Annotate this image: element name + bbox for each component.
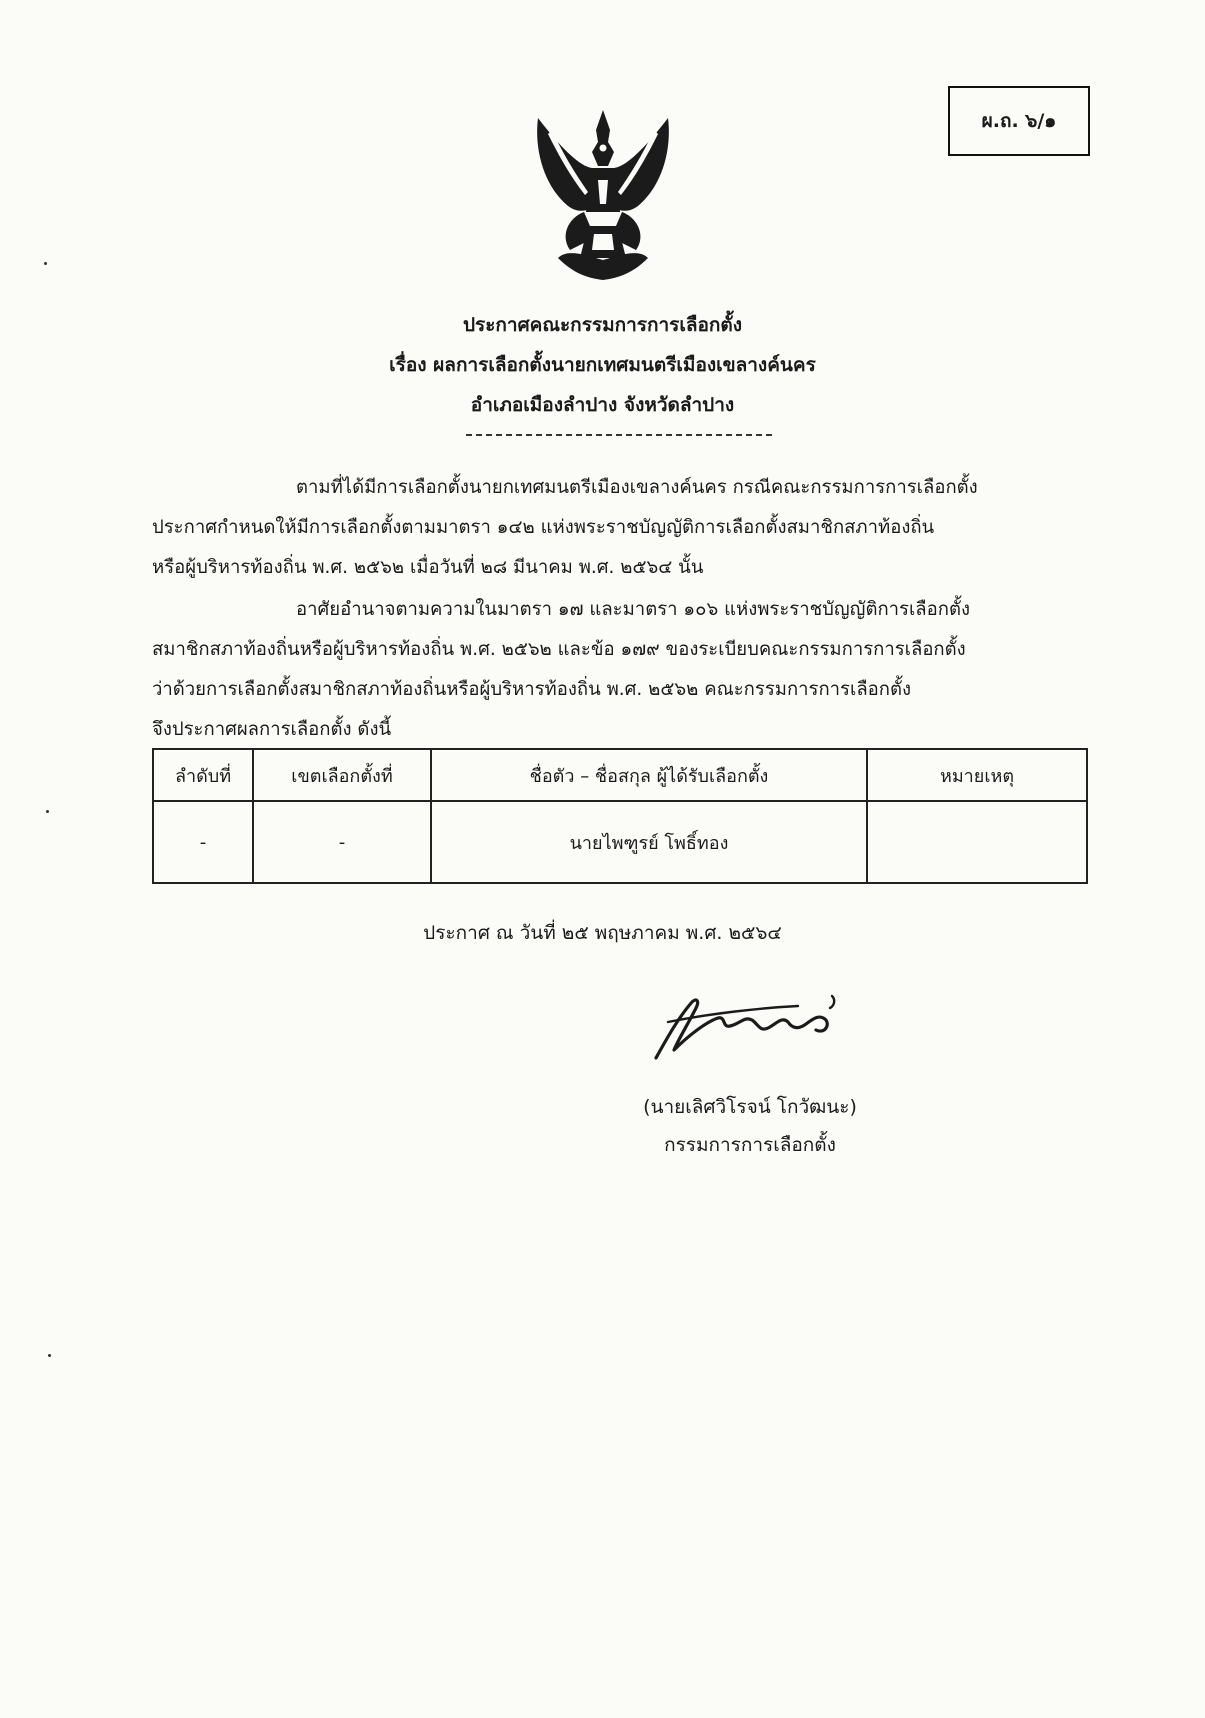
column-header: ชื่อตัว – ชื่อสกุล ผู้ได้รับเลือกตั้ง	[431, 749, 867, 801]
results-table	[152, 748, 1088, 884]
announcement-date: ประกาศ ณ วันที่ ๒๕ พฤษภาคม พ.ศ. ๒๕๖๔	[423, 922, 782, 944]
column-header: ลำดับที่	[153, 749, 253, 801]
cell-elected-name: นายไพฑูรย์ โพธิ์ทอง	[431, 801, 867, 883]
title-line2: เรื่อง ผลการเลือกตั้งนายกเทศมนตรีเมืองเขลางค์นคร	[389, 354, 816, 376]
signer-position: กรรมการการเลือกตั้ง	[664, 1134, 836, 1156]
paragraph2-line4: จึงประกาศผลการเลือกตั้ง ดังนี้	[152, 719, 392, 740]
scan-speck	[44, 262, 47, 265]
title-line3: อำเภอเมืองลำปาง จังหวัดลำปาง	[470, 394, 735, 416]
paragraph1-line3: หรือผู้บริหารท้องถิ่น พ.ศ. ๒๕๖๒ เมื่อวันที่ ๒๘ มีนาคม พ.ศ. ๒๕๖๔ นั้น	[152, 557, 704, 578]
scan-speck	[46, 810, 49, 813]
table-row	[153, 801, 1087, 883]
title-line1: ประกาศคณะกรรมการการเลือกตั้ง	[462, 314, 743, 336]
form-code: ผ.ถ. ๖/๑	[981, 110, 1057, 132]
paragraph1-line1: ตามที่ได้มีการเลือกตั้งนายกเทศมนตรีเมืองเขลางค์นคร กรณีคณะกรรมการการเลือกตั้ง	[296, 477, 978, 498]
cell-order: -	[153, 801, 253, 883]
table-header-row	[153, 749, 1087, 801]
title-divider	[466, 434, 772, 436]
paragraph2-line2: สมาชิกสภาท้องถิ่นหรือผู้บริหารท้องถิ่น พ.ศ. ๒๕๖๒ และข้อ ๑๗๙ ของระเบียบคณะกรรมการการเลือกตั้ง	[152, 639, 966, 660]
signature-icon	[648, 988, 844, 1064]
signer-name: (นายเลิศวิโรจน์ โกวัฒนะ)	[643, 1096, 857, 1118]
garuda-emblem-icon	[528, 108, 678, 284]
paragraph1-line2: ประกาศกำหนดให้มีการเลือกตั้งตามมาตรา ๑๔๒ แห่งพระราชบัญญัติการเลือกตั้งสมาชิกสภาท้องถิ่น	[152, 517, 935, 538]
cell-remark	[867, 801, 1087, 883]
form-code-box	[948, 86, 1090, 156]
scan-speck	[48, 1354, 51, 1357]
column-header: เขตเลือกตั้งที่	[253, 749, 431, 801]
column-header: หมายเหตุ	[867, 749, 1087, 801]
paragraph2-line3: ว่าด้วยการเลือกตั้งสมาชิกสภาท้องถิ่นหรือผู้บริหารท้องถิ่น พ.ศ. ๒๕๖๒ คณะกรรมการการเลือกตั้ง	[152, 679, 912, 700]
paragraph2-line1: อาศัยอำนาจตามความในมาตรา ๑๗ และมาตรา ๑๐๖ แห่งพระราชบัญญัติการเลือกตั้ง	[296, 599, 971, 620]
cell-district: -	[253, 801, 431, 883]
